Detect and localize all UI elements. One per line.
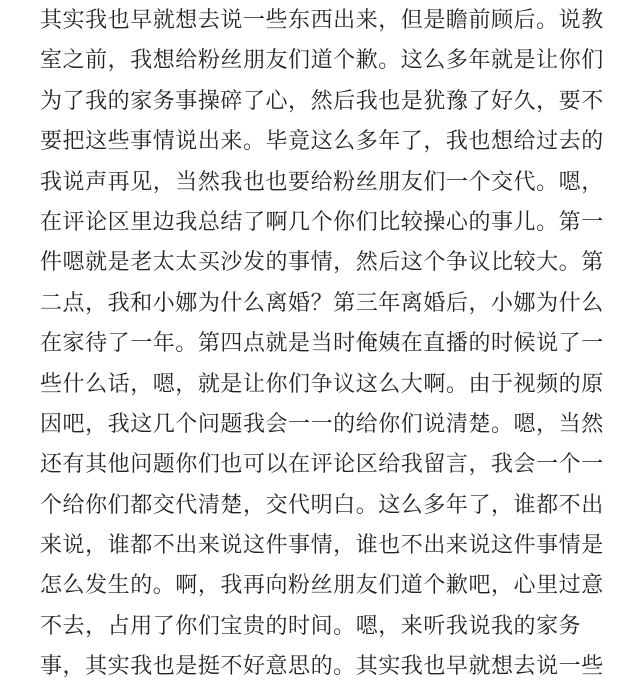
text-line: 为了我的家务事操碎了心，然后我也是犹豫了好久，要不 (40, 88, 604, 114)
text-line: 些什么话，嗯，就是让你们争议这么大啊。由于视频的原 (40, 371, 604, 397)
text-line: 其实我也早就想去说一些东西出来，但是瞻前顾后。说教 (40, 8, 604, 33)
text-line: 来说，谁都不出来说这件事情，谁也不出来说这件事情是 (40, 533, 604, 559)
text-line: 要把这些事情说出来。毕竟这么多年了，我也想给过去的 (40, 129, 604, 155)
text-line: 在评论区里边我总结了啊几个你们比较操心的事儿。第一 (40, 209, 604, 235)
text-line: 个给你们都交代清楚，交代明白。这么多年了，谁都不出 (40, 492, 604, 518)
article-body (40, 6, 604, 693)
text-line: 室之前，我想给粉丝朋友们道个歉。这么多年就是让你们 (40, 48, 604, 74)
text-line: 我说声再见，当然我也也要给粉丝朋友们一个交代。嗯， (40, 169, 604, 195)
text-line: 因吧，我这几个问题我会一一的给你们说清楚。嗯，当然 (40, 411, 604, 437)
text-line: 还有其他问题你们也可以在评论区给我留言，我会一个一 (40, 452, 604, 478)
text-line: 件嗯就是老太太买沙发的事情，然后这个争议比较大。第 (40, 250, 604, 276)
text-line: 二点，我和小娜为什么离婚？第三年离婚后，小娜为什么 (40, 290, 604, 316)
text-line: 不去，占用了你们宝贵的时间。嗯，来听我说我的家务 (40, 613, 582, 639)
text-line: 在家待了一年。第四点就是当时俺姨在直播的时候说了一 (40, 331, 604, 357)
text-line: 事，其实我也是挺不好意思的。其实我也早就想去说一些 (40, 654, 604, 680)
text-line: 怎么发生的。啊，我再向粉丝朋友们道个歉吧，心里过意 (40, 573, 604, 599)
